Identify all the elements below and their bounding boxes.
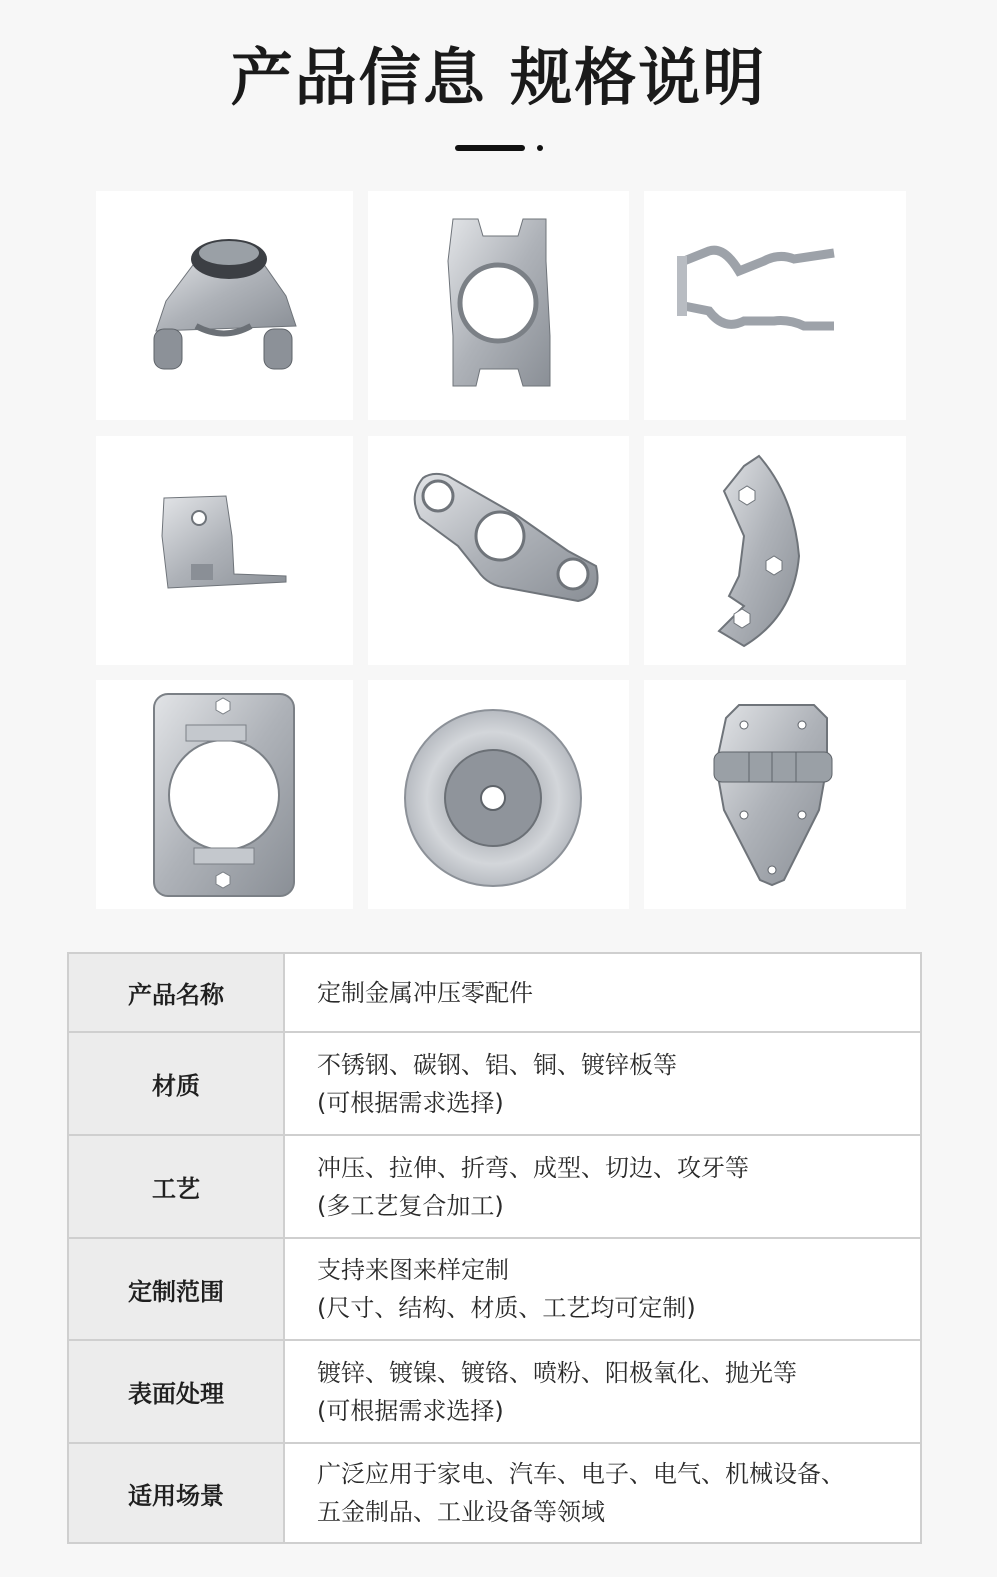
- gallery-item-cutout-frame-plate: [96, 680, 353, 909]
- curved-hex-bracket-part-icon: [644, 436, 906, 665]
- spec-value: [284, 1340, 921, 1443]
- spec-value: [284, 1135, 921, 1238]
- spec-value-line: (可根据需求选择): [317, 1088, 504, 1117]
- spec-value: [284, 1032, 921, 1135]
- spec-label: 产品名称: [68, 953, 284, 1032]
- spec-value-line: 支持来图来样定制: [317, 1256, 509, 1284]
- spec-value: [284, 1238, 921, 1340]
- cup-bracket-part-icon: [96, 191, 353, 420]
- spec-row-process: [68, 1135, 921, 1238]
- spec-value-line: (尺寸、结构、材质、工艺均可定制): [317, 1294, 696, 1322]
- spec-label: 材质: [68, 1032, 284, 1135]
- spec-label: 定制范围: [68, 1238, 284, 1340]
- spec-label: 工艺: [68, 1135, 284, 1238]
- hinge-plate-part-icon: [644, 680, 906, 909]
- gallery-item-three-hole-plate: [368, 436, 629, 665]
- stamped-disc-part-icon: [368, 680, 629, 909]
- gallery-item-pipe-clamp: [644, 191, 906, 420]
- spec-label: 适用场景: [68, 1443, 284, 1543]
- gallery-item-cup-bracket: [96, 191, 353, 420]
- three-hole-plate-part-icon: [368, 436, 629, 665]
- spec-row-material: [68, 1032, 921, 1135]
- spec-value-line: 五金制品、工业设备等领域: [317, 1498, 605, 1526]
- spec-value-line: 冲压、拉伸、折弯、成型、切边、攻牙等: [317, 1153, 749, 1182]
- gallery-item-hinge-plate: [644, 680, 906, 909]
- gallery-item-stamped-disc: [368, 680, 629, 909]
- spec-row-surface-treatment: [68, 1340, 921, 1443]
- gallery-item-curved-hex-bracket: [644, 436, 906, 665]
- spec-row-custom-scope: [68, 1238, 921, 1340]
- spec-value-line: 镀锌、镀镍、镀铬、喷粉、阳极氧化、抛光等: [317, 1358, 797, 1387]
- spec-row-applications: [68, 1443, 921, 1543]
- small-bent-bracket-part-icon: [96, 436, 353, 665]
- page-title: 产品信息 规格说明: [230, 41, 767, 114]
- spec-value-line: (多工艺复合加工): [317, 1191, 504, 1220]
- spec-value-line: 不锈钢、碳钢、铝、铜、镀锌板等: [317, 1050, 677, 1079]
- gallery-item-small-bent-bracket: [96, 436, 353, 665]
- spec-value: [284, 1443, 921, 1543]
- cutout-frame-plate-part-icon: [96, 680, 353, 909]
- spec-row-product-name: [68, 953, 921, 1032]
- pipe-clamp-part-icon: [644, 191, 906, 420]
- gallery-item-washer-clip: [368, 191, 629, 420]
- spec-value-line: 定制金属冲压零配件: [317, 978, 533, 1007]
- spec-label: 表面处理: [68, 1340, 284, 1443]
- spec-table: [67, 952, 922, 1544]
- washer-clip-part-icon: [368, 191, 629, 420]
- spec-value: [284, 953, 921, 1032]
- spec-value-line: 广泛应用于家电、汽车、电子、电气、机械设备、: [317, 1460, 845, 1488]
- spec-value-line: (可根据需求选择): [317, 1396, 504, 1425]
- product-gallery: [96, 191, 906, 909]
